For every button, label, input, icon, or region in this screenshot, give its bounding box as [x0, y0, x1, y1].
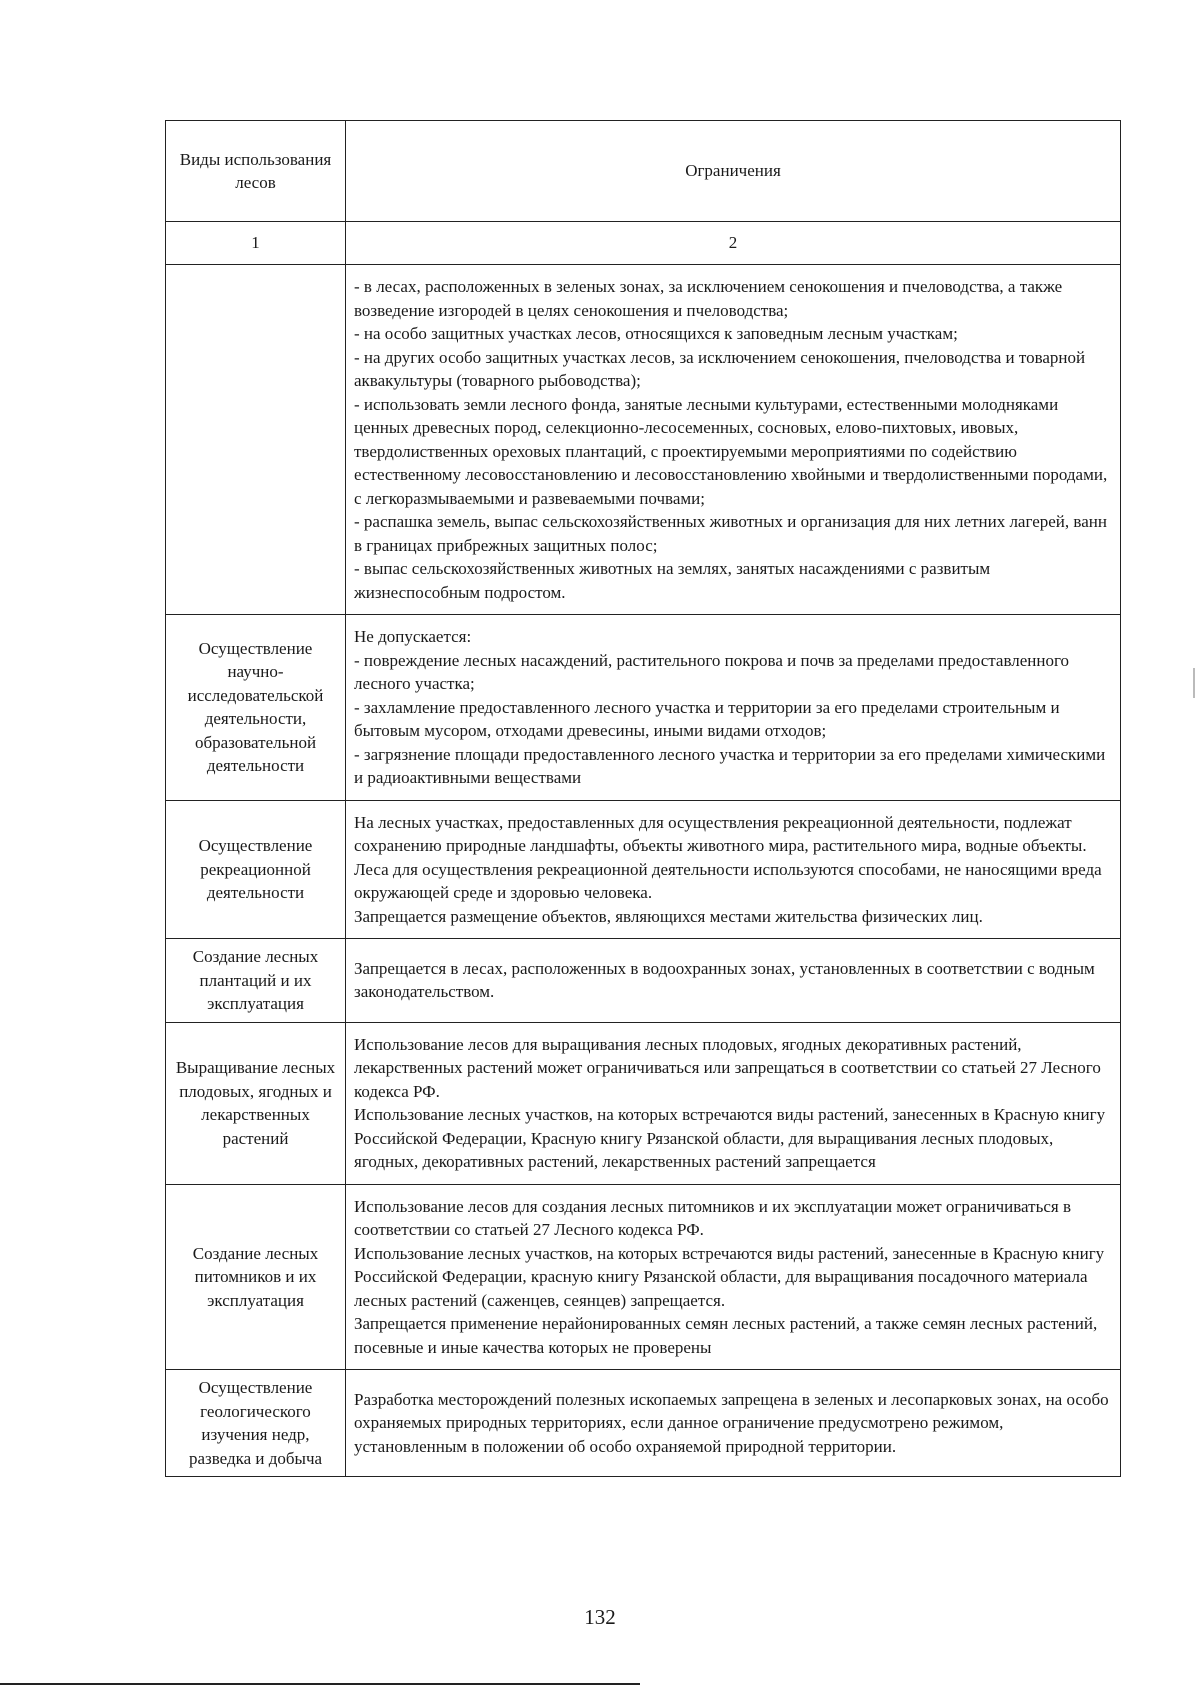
- forest-use-type: Осуществление рекреационной деятельности: [166, 800, 346, 939]
- table-row: [166, 800, 1121, 939]
- restriction-line: Использование лесных участков, на которых встречаются виды растений, занесенных в Красную книгу Российской Федерации, Красную книгу Рязанской области, для выращивания лесных плодовых, ягодных, декоративных растений, лекарственных растений запрещается: [354, 1105, 1106, 1171]
- forest-use-type: Создание лесных питомников и их эксплуатация: [166, 1184, 346, 1370]
- header-restrictions: Ограничения: [346, 121, 1121, 222]
- forest-use-type: Выращивание лесных плодовых, ягодных и лекарственных растений: [166, 1022, 346, 1184]
- restriction-line: На лесных участках, предоставленных для осуществления рекреационной деятельности, подлежат сохранению природные ландшафты, объекты животного мира, растительного мира, водные объекты.: [354, 812, 1087, 855]
- restrictions-cell: [346, 615, 1121, 801]
- restriction-line: Разработка месторождений полезных ископаемых запрещена в зеленых и лесопарковых зонах, на особо охраняемых природных территориях, если данное ограничение предусмотрено режимом, установленным в положении об особо охраняемой природной территории.: [354, 1389, 1109, 1456]
- restriction-line: - распашка земель, выпас сельскохозяйственных животных и организация для них летних лагерей, ванн в границах прибрежных защитных полос;: [354, 512, 1107, 555]
- restriction-line: - выпас сельскохозяйственных животных на землях, занятых насаждениями с развитым жизнеспособным подростом.: [354, 559, 991, 602]
- restriction-line: Запрещается размещение объектов, являющихся местами жительства физических лиц.: [354, 906, 983, 926]
- header-forest-use-types: Виды использования лесов: [166, 121, 346, 222]
- restriction-line: - использовать земли лесного фонда, занятые лесными культурами, естественными молодняками ценных древесных пород, селекционно-лесосеменных, сосновых, елово-пихтовых, ивовых, твердолиственных ореховых плантаций, с проектируемыми мероприятиями по содействию естественному лесовосстановлению и лесовосстановлению хвойными и твердолиственными породами, с легкоразмываемыми и развеваемыми почвами;: [354, 394, 1108, 508]
- restrictions-cell: [346, 265, 1121, 615]
- table-row: [166, 1370, 1121, 1477]
- restriction-line: Использование лесных участков, на которых встречаются виды растений, занесенные в Красную книгу Российской Федерации, красную книгу Рязанской области, для выращивания посадочного материала лесных растений (саженцев, сеянцев) запрещается.: [354, 1243, 1105, 1310]
- restriction-line: - повреждение лесных насаждений, растительного покрова и почв за пределами предоставленного лесного участка;: [354, 650, 1070, 693]
- restriction-line: - захламление предоставленного лесного участка и территории за его пределами строительным и бытовым мусором, отходами древесины, иными видами отходов;: [354, 697, 1060, 740]
- restriction-line: Использование лесов для создания лесных питомников и их эксплуатации может ограничиваться в соответствии со статьей 27 Лесного кодекса РФ.: [354, 1196, 1071, 1239]
- restriction-line: Запрещается применение нерайонированных семян лесных растений, а также семян лесных растений, посевные и иные качества которых не проверены: [354, 1314, 1098, 1357]
- column-number-row: [166, 222, 1121, 265]
- bottom-scan-edge: [0, 1683, 640, 1685]
- restriction-line: Запрещается в лесах, расположенных в водоохранных зонах, установленных в соответствии с водным законодательством.: [354, 958, 1095, 1002]
- table-row: [166, 615, 1121, 801]
- page-number: 132: [584, 1605, 616, 1629]
- forest-use-type: [166, 265, 346, 615]
- restriction-line: Использование лесов для выращивания лесных плодовых, ягодных декоративных растений, лекарственных растений может ограничиваться или запрещаться в соответствии со статьей 27 Лесного кодекса РФ.: [354, 1034, 1101, 1101]
- column-number-1: 1: [166, 222, 346, 265]
- forest-use-type: Создание лесных плантаций и их эксплуатация: [166, 939, 346, 1023]
- restriction-line: - в лесах, расположенных в зеленых зонах, за исключением сенокошения и пчеловодства, а также возведение изгородей в целях сенокошения и пчеловодства;: [354, 277, 1063, 320]
- restrictions-cell: [346, 1370, 1121, 1477]
- forest-use-type: Осуществление геологического изучения недр, разведка и добыча: [166, 1370, 346, 1477]
- table-row: [166, 939, 1121, 1023]
- scan-mark: [1193, 668, 1195, 698]
- restrictions-cell: [346, 1184, 1121, 1370]
- table-row: [166, 1022, 1121, 1184]
- restriction-line: - на особо защитных участках лесов, относящихся к заповедным лесным участкам;: [354, 324, 958, 343]
- forest-use-type: Осуществление научно-исследовательской деятельности, образовательной деятельности: [166, 615, 346, 801]
- restrictions-cell: [346, 939, 1121, 1023]
- column-number-2: 2: [346, 222, 1121, 265]
- restrictions-cell: [346, 800, 1121, 939]
- table-header-row: [166, 121, 1121, 222]
- table-row: [166, 1184, 1121, 1370]
- restriction-line: - на других особо защитных участках лесов, за исключением сенокошения, пчеловодства и товарной аквакультуры (товарного рыбоводства);: [354, 347, 1086, 390]
- restriction-line: Не допускается:: [354, 627, 472, 646]
- restriction-line: Леса для осуществления рекреационной деятельности используются способами, не наносящими вреда окружающей среде и здоровью человека.: [354, 859, 1102, 902]
- table-row: [166, 265, 1121, 615]
- restrictions-cell: [346, 1022, 1121, 1184]
- restriction-line: - загрязнение площади предоставленного лесного участка и территории за его пределами химическими и радиоактивными веществами: [354, 744, 1106, 787]
- restrictions-table: [165, 120, 1121, 1477]
